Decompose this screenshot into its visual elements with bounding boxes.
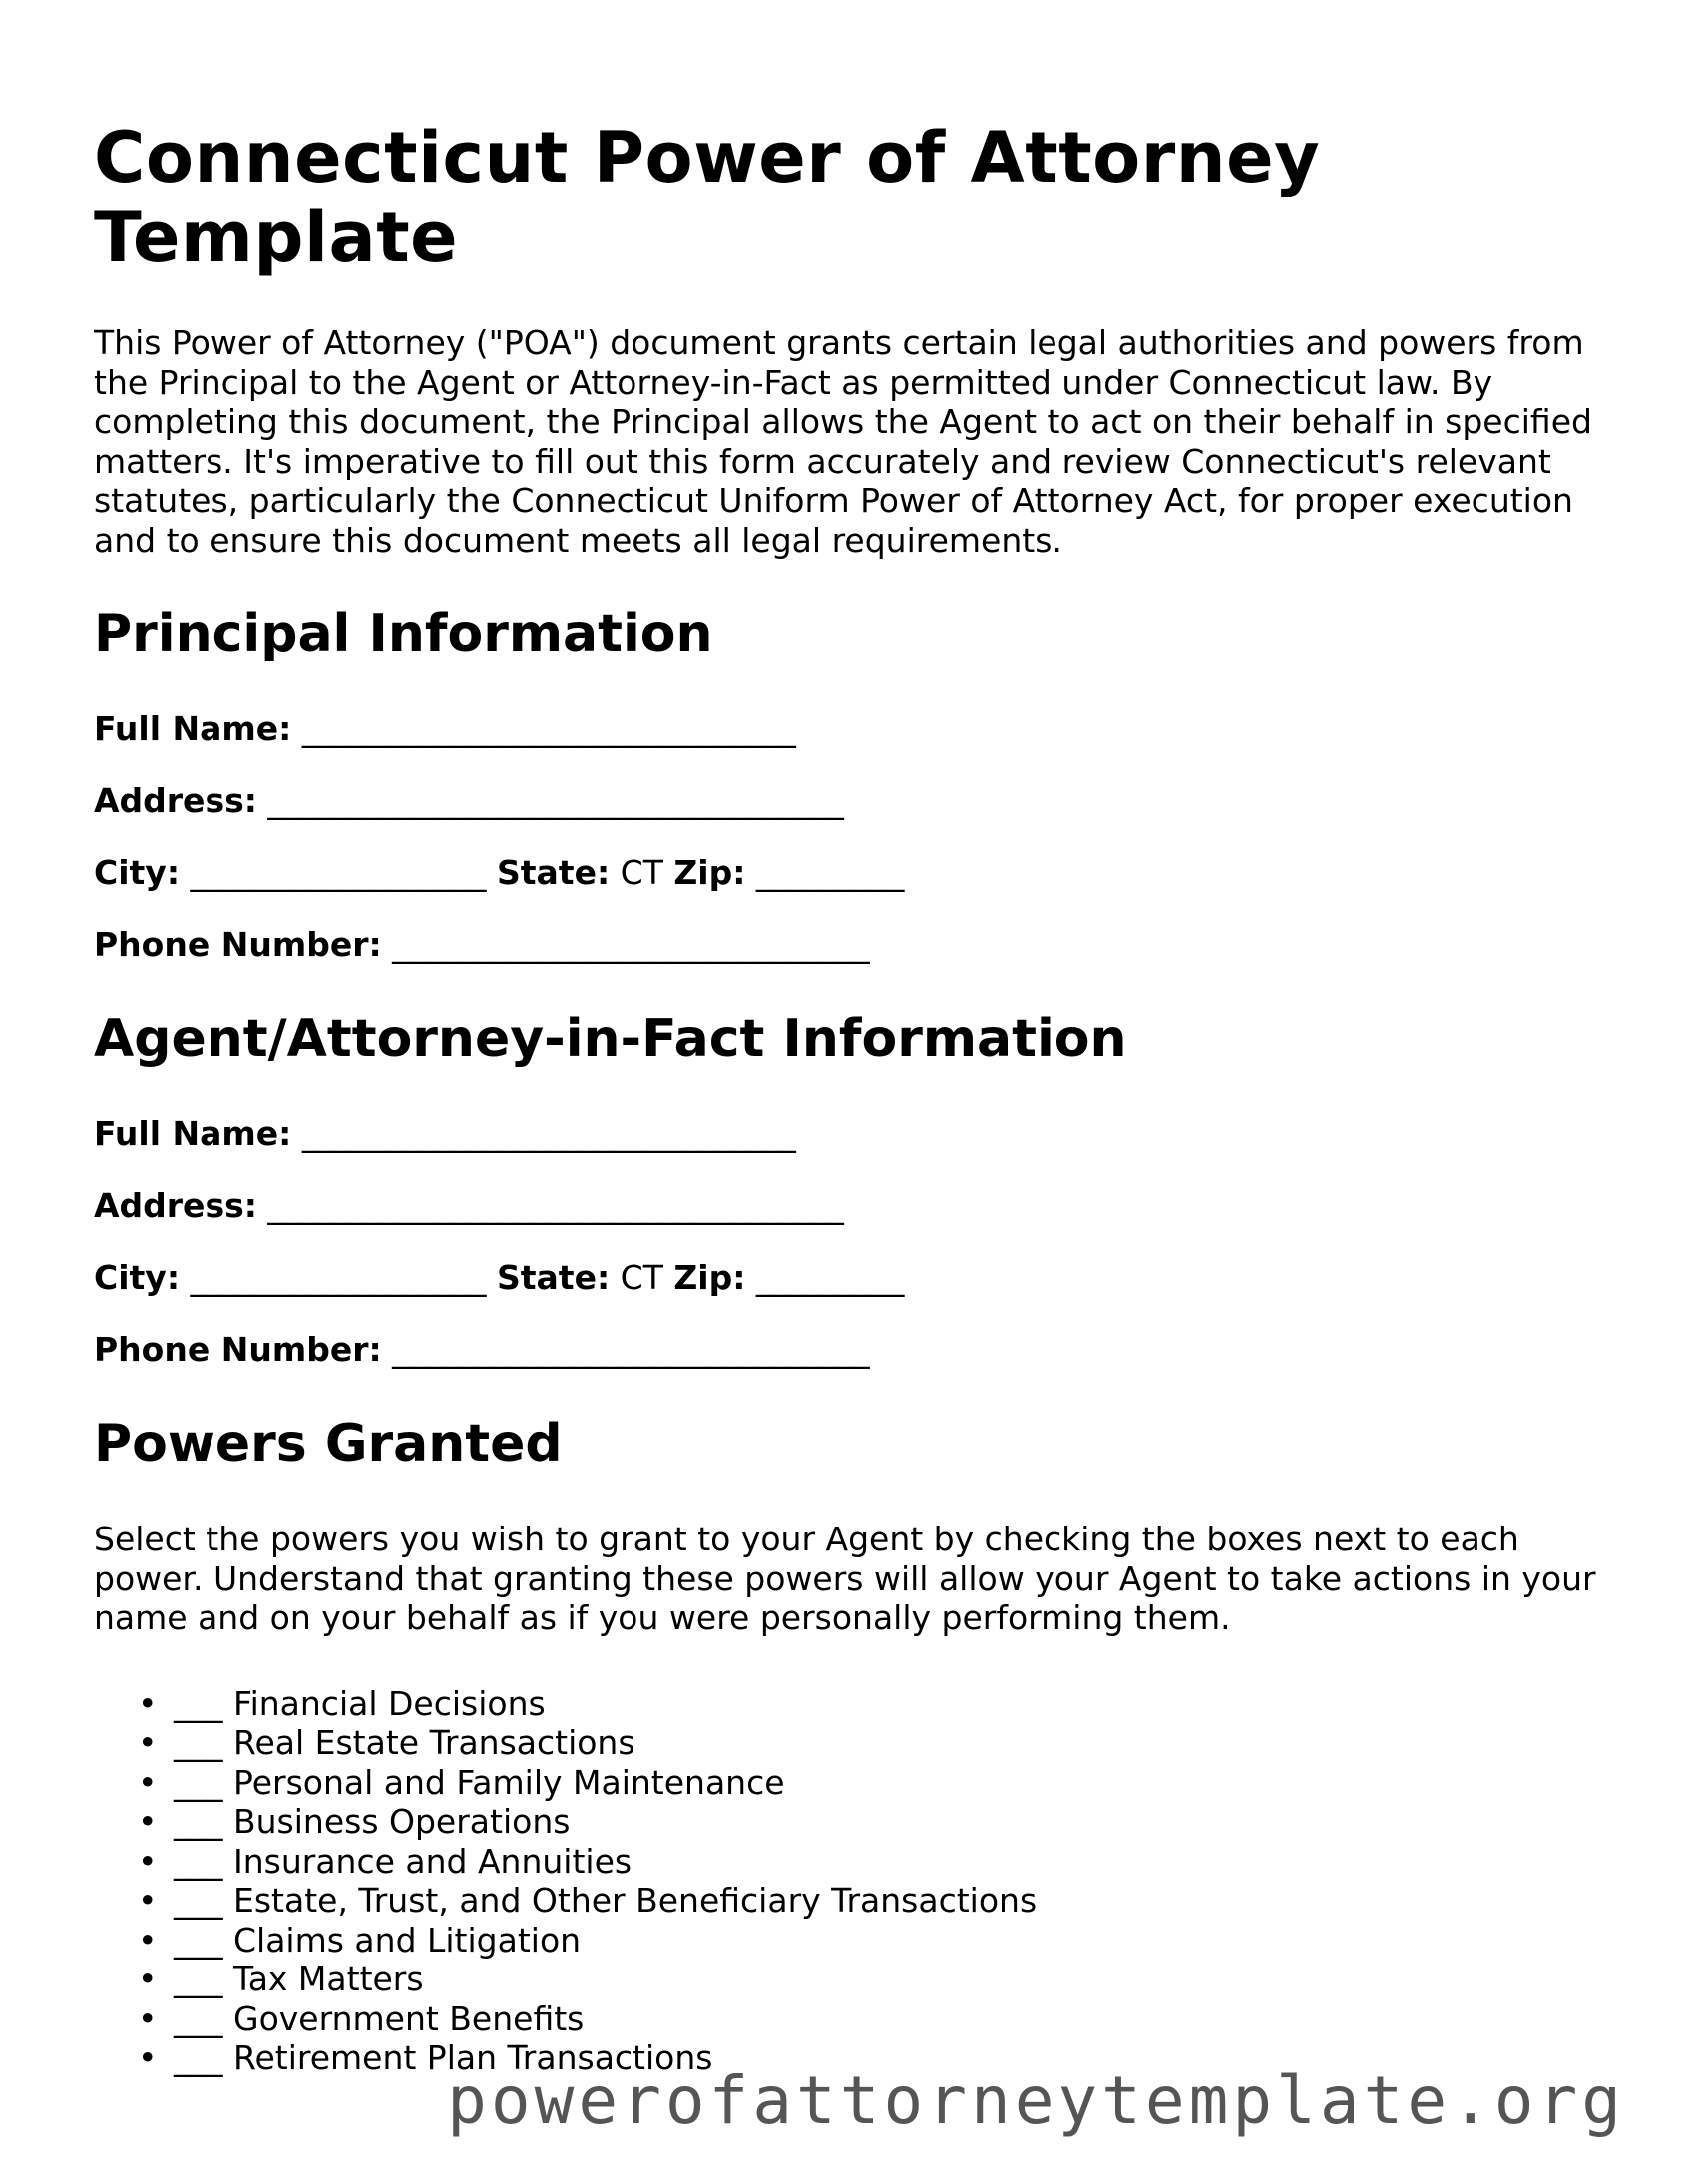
power-checkbox-blank[interactable]: ___ — [174, 1683, 223, 1723]
bullet-icon: • — [138, 1683, 158, 1723]
power-label: Tax Matters — [233, 1960, 424, 1998]
principal-full-name-label: Full Name: — [94, 709, 292, 748]
bullet-icon: • — [138, 1998, 158, 2038]
bullet-icon: • — [138, 1802, 158, 1841]
principal-city-label: City: — [94, 853, 181, 892]
agent-phone-field[interactable] — [94, 1330, 1610, 1370]
power-item[interactable] — [94, 1763, 1610, 1803]
power-checkbox-blank[interactable]: ___ — [174, 1841, 223, 1881]
power-item[interactable] — [94, 1881, 1610, 1921]
bullet-icon: • — [138, 1881, 158, 1920]
principal-zip-label: Zip: — [673, 853, 746, 892]
power-item[interactable] — [94, 1684, 1610, 1724]
power-checkbox-blank[interactable]: ___ — [174, 1920, 223, 1960]
agent-address-label: Address: — [94, 1186, 257, 1225]
principal-full-name-blank[interactable]: ______________________________ — [291, 709, 796, 748]
agent-city-blank[interactable]: __________________ — [180, 1258, 497, 1297]
principal-city-state-zip-field[interactable] — [94, 853, 1610, 893]
power-item[interactable] — [94, 1723, 1610, 1763]
agent-full-name-field[interactable] — [94, 1114, 1610, 1154]
power-checkbox-blank[interactable]: ___ — [174, 1762, 223, 1802]
powers-list — [94, 1684, 1610, 2078]
principal-state-label: State: — [497, 853, 611, 892]
principal-heading: Principal Information — [94, 604, 713, 663]
power-checkbox-blank[interactable]: ___ — [174, 1998, 223, 2038]
site-watermark: powerofattorneytemplate.org — [447, 2062, 1625, 2139]
document-title: Connecticut Power of Attorney Template — [94, 117, 1321, 278]
powers-section — [94, 1414, 1610, 2078]
power-label: Personal and Family Maintenance — [233, 1762, 785, 1802]
agent-address-field[interactable] — [94, 1186, 1610, 1226]
power-item[interactable] — [94, 1999, 1610, 2039]
principal-city-blank[interactable]: __________________ — [180, 853, 497, 892]
power-label: Insurance and Annuities — [233, 1841, 633, 1881]
power-label: Claims and Litigation — [233, 1920, 582, 1960]
bullet-icon: • — [138, 1920, 158, 1960]
agent-phone-label: Phone Number: — [94, 1330, 382, 1369]
principal-full-name-field[interactable] — [94, 709, 1610, 749]
agent-full-name-label: Full Name: — [94, 1114, 292, 1153]
power-label: Financial Decisions — [233, 1683, 546, 1723]
bullet-icon: • — [138, 1762, 158, 1802]
principal-address-field[interactable] — [94, 781, 1610, 821]
power-item[interactable] — [94, 1842, 1610, 1882]
power-label: Retirement Plan Transactions — [233, 2038, 713, 2077]
bullet-icon: • — [138, 2038, 158, 2077]
power-item[interactable] — [94, 1960, 1610, 1999]
agent-zip-blank[interactable]: _________ — [745, 1258, 905, 1297]
agent-section — [94, 1009, 1610, 1370]
power-label: Business Operations — [233, 1802, 571, 1841]
power-item[interactable] — [94, 1802, 1610, 1842]
bullet-icon: • — [138, 1960, 158, 1998]
agent-heading: Agent/Attorney-in-Fact Information — [94, 1009, 1127, 1069]
power-checkbox-blank[interactable]: ___ — [174, 1960, 223, 1998]
intro-paragraph: This Power of Attorney ("POA") document grants certain legal authorities and powers from the Principal to the Agent or Attorney-in-Fact as permitted under Connecticut law. By completing this document, the Principal allows the Agent to act on their behalf in specified matters. It's imperative to fill out this form accurately and review Connecticut's relevant statutes, particularly the Connecticut Uniform Power of Attorney Act, for proper execution and to ensure this document meets all legal requirements. — [94, 323, 1592, 560]
power-checkbox-blank[interactable]: ___ — [174, 1723, 223, 1762]
principal-state-value: CT — [610, 853, 674, 892]
bullet-icon: • — [138, 1723, 158, 1762]
document-page — [94, 118, 1610, 2078]
powers-heading: Powers Granted — [94, 1414, 563, 1474]
principal-phone-blank[interactable]: _____________________________ — [381, 925, 870, 964]
bullet-icon: • — [138, 1841, 158, 1881]
powers-intro-paragraph: Select the powers you wish to grant to your Agent by checking the boxes next to each power. Understand that granting these powers will allow your Agent to take actions in your name and on your behalf as if you were personally performing them. — [94, 1520, 1596, 1637]
principal-address-label: Address: — [94, 781, 257, 820]
agent-city-state-zip-field[interactable] — [94, 1258, 1610, 1298]
agent-full-name-blank[interactable]: ______________________________ — [291, 1114, 796, 1153]
power-checkbox-blank[interactable]: ___ — [174, 1881, 223, 1920]
power-label: Estate, Trust, and Other Beneficiary Transactions — [233, 1881, 1038, 1920]
power-checkbox-blank[interactable]: ___ — [174, 1802, 223, 1841]
principal-section — [94, 604, 1610, 965]
agent-address-blank[interactable]: ___________________________________ — [256, 1186, 844, 1225]
principal-address-blank[interactable]: ___________________________________ — [256, 781, 844, 820]
agent-phone-blank[interactable]: _____________________________ — [381, 1330, 870, 1369]
agent-state-label: State: — [497, 1258, 611, 1297]
power-label: Government Benefits — [233, 1998, 585, 2038]
principal-phone-label: Phone Number: — [94, 925, 382, 964]
principal-zip-blank[interactable]: _________ — [745, 853, 905, 892]
power-label: Real Estate Transactions — [233, 1723, 635, 1762]
power-checkbox-blank[interactable]: ___ — [174, 2038, 223, 2077]
agent-zip-label: Zip: — [673, 1258, 746, 1297]
agent-city-label: City: — [94, 1258, 181, 1297]
agent-state-value: CT — [610, 1258, 674, 1297]
power-item[interactable] — [94, 1921, 1610, 1961]
principal-phone-field[interactable] — [94, 925, 1610, 965]
